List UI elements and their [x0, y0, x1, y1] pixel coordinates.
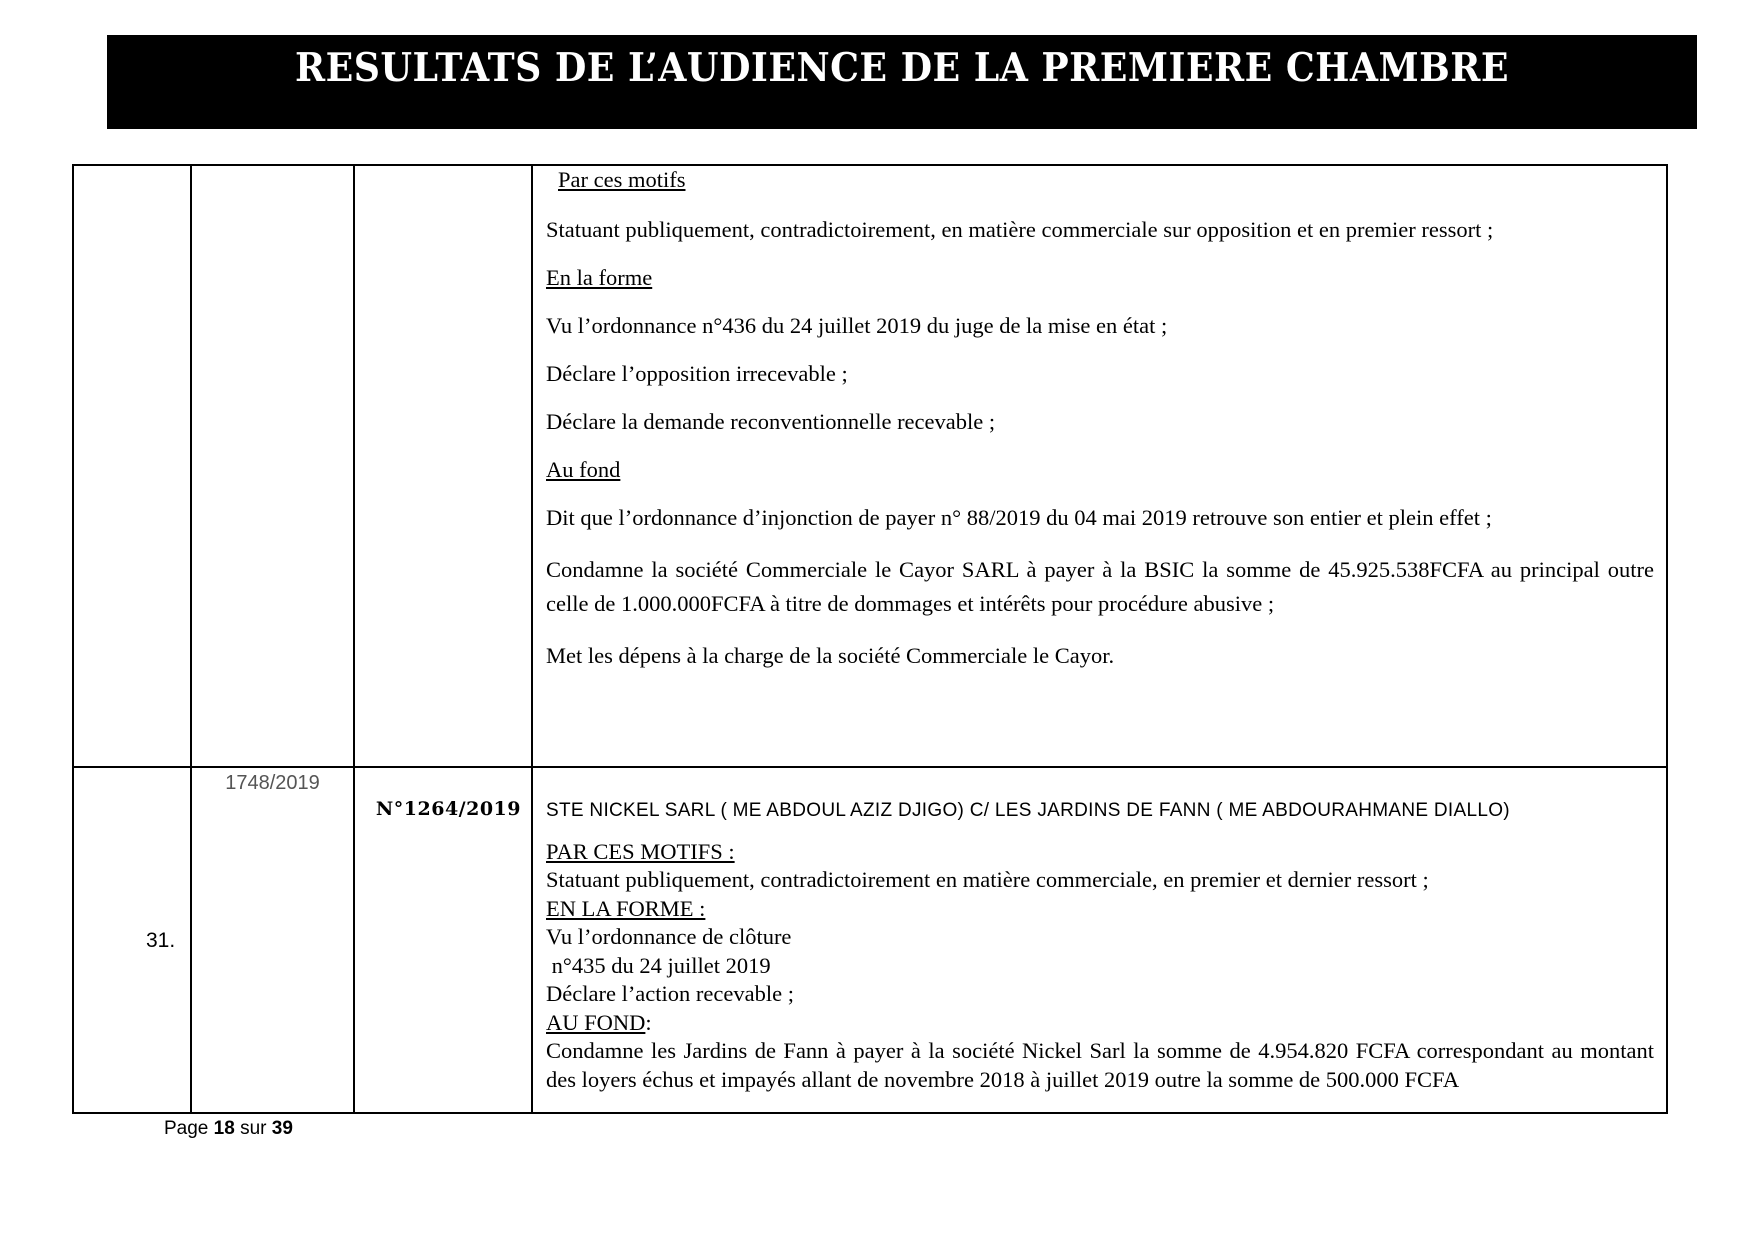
- forme-heading: EN LA FORME :: [546, 895, 706, 921]
- results-table: [72, 164, 1668, 1114]
- motifs-cell: [532, 767, 1667, 1113]
- cloture-text: Vu l’ordonnance de clôture: [546, 924, 792, 949]
- fond-heading: Au fond: [546, 457, 621, 482]
- statuant-text: Statuant publiquement, contradictoirement en matière commerciale, en premier et dernier ressort ;: [546, 867, 1429, 892]
- motifs-heading: PAR CES MOTIFS :: [546, 838, 735, 864]
- motifs-cell: [532, 165, 1667, 767]
- current-page: 18: [213, 1118, 235, 1139]
- table-row: [73, 165, 1667, 767]
- depens-text: Met les dépens à la charge de la société Commerciale le Cayor.: [546, 643, 1115, 668]
- dit-text: Dit que l’ordonnance d’injonction de payer n° 88/2019 du 04 mai 2019 retrouve son entier et plein effet ;: [546, 505, 1492, 530]
- decision-cell: [354, 767, 532, 1113]
- number-cell: [73, 165, 191, 767]
- reconventionnelle-text: Déclare la demande reconventionnelle recevable ;: [546, 409, 996, 434]
- footer-separator: sur: [234, 1118, 272, 1139]
- rg-cell: [191, 767, 354, 1113]
- opposition-text: Déclare l’opposition irrecevable ;: [546, 361, 848, 386]
- total-pages: 39: [271, 1118, 293, 1139]
- condamne-text: Condamne les Jardins de Fann à payer à la société Nickel Sarl la somme de 4.954.820 FCFA correspondant au montant des loyers échus et impayés allant de novembre 2018 à juillet 2019 outre la somme de 500.000 FCFA: [546, 1038, 1654, 1092]
- case-number: 31.: [146, 929, 176, 952]
- cloture-number-text: n°435 du 24 juillet 2019: [546, 952, 771, 978]
- rg-cell: [191, 165, 354, 767]
- table-row: [73, 767, 1667, 1113]
- motifs-title: Par ces motifs: [558, 167, 686, 192]
- page-header-banner: [107, 35, 1697, 129]
- ordonnance-text: Vu l’ordonnance n°436 du 24 juillet 2019 du juge de la mise en état ;: [546, 313, 1168, 338]
- recevable-text: Déclare l’action recevable ;: [546, 981, 794, 1006]
- decision-number: N°1264/2019: [375, 798, 521, 820]
- parties-text: STE NICKEL SARL ( ME ABDOUL AZIZ DJIGO) C/ LES JARDINS DE FANN ( ME ABDOURAHMANE DIALLO): [546, 800, 1510, 821]
- fond-heading: AU FOND: [546, 1009, 646, 1035]
- forme-heading: En la forme: [546, 265, 653, 290]
- page-title: RESULTATS DE L’AUDIENCE DE LA PREMIERE CHAMBRE: [295, 45, 1509, 91]
- page-footer: [164, 1118, 293, 1140]
- condamne-text: Condamne la société Commerciale le Cayor SARL à payer à la BSIC la somme de 45.925.538FCFA au principal outre celle de 1.000.000FCFA à titre de dommages et intérêts pour procédure abusive ;: [546, 557, 1654, 616]
- number-cell: [73, 767, 191, 1113]
- decision-cell: [354, 165, 532, 767]
- statuant-text: Statuant publiquement, contradictoirement, en matière commerciale sur opposition et en premier ressort ;: [546, 217, 1494, 242]
- rg-number: 1748/2019: [225, 772, 320, 794]
- footer-prefix: Page: [164, 1118, 214, 1139]
- fond-colon: :: [645, 1009, 652, 1035]
